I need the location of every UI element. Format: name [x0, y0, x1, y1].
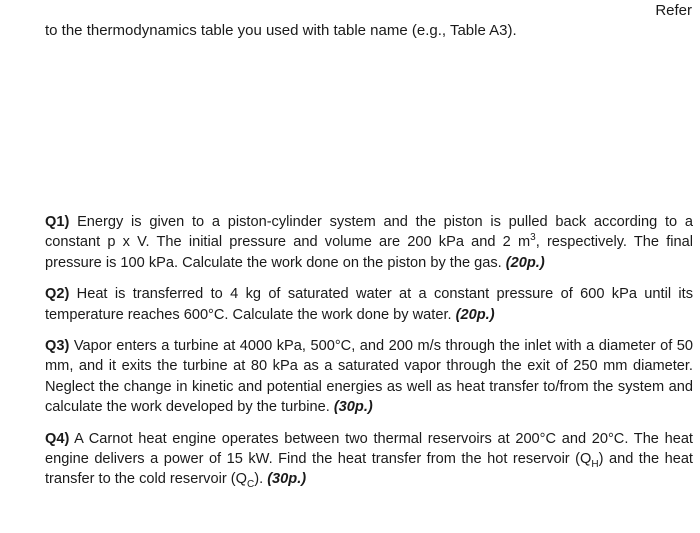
question-1: [45, 212, 693, 273]
intro-line: to the thermodynamics table you used with table name (e.g., Table A3).: [45, 22, 517, 39]
question-text: Energy is given to a piston-cylinder system and the piston is pulled back according to a constant p x V. The initial pressure and volume are 200 kPa and 2 m: [45, 214, 693, 251]
question-number: Q2): [45, 286, 70, 303]
superscript-3: 3: [530, 232, 536, 244]
question-points: (20p.): [505, 254, 545, 271]
question-3: [45, 336, 693, 418]
question-points: (30p.): [267, 471, 307, 488]
question-points: (20p.): [455, 306, 495, 323]
question-text: Heat is transferred to 4 kg of saturated water at a constant pressure of 600 kPa until its temperature reaches 600°C. Calculate the work done by water.: [45, 286, 693, 323]
question-number: Q4): [45, 430, 70, 447]
question-text: A Carnot heat engine operates between two thermal reservoirs at 200°C and 20°C. The heat engine delivers a power of 15 kW. Find the heat transfer from the hot reservoir (Q: [45, 430, 693, 468]
question-number: Q3): [45, 338, 70, 355]
question-text: Vapor enters a turbine at 4000 kPa, 500°C, and 200 m/s through the inlet with a diameter of 50 mm, and it exits the turbine at 80 kPa as a saturated vapor through the exit of 250 mm diameter. Neglect the change in kinetic and potential energies as well as heat transfer to/from the system and calculate the work developed by the turbine.: [45, 338, 693, 416]
question-2: [45, 284, 693, 325]
subscript-h: H: [591, 458, 599, 470]
question-text-cont: ) and the heat transfer to the cold reservoir (Q: [45, 451, 693, 488]
question-text-end: ).: [254, 471, 268, 488]
refer-fragment: Refer: [655, 2, 692, 19]
question-list: [45, 212, 693, 501]
subscript-c: C: [246, 479, 255, 491]
question-4: [45, 429, 693, 490]
question-number: Q1): [45, 214, 70, 230]
question-points: (30p.): [333, 399, 373, 416]
question-text-cont: , respectively. The final pressure is 100 kPa. Calculate the work done on the piston by the gas.: [45, 234, 693, 271]
